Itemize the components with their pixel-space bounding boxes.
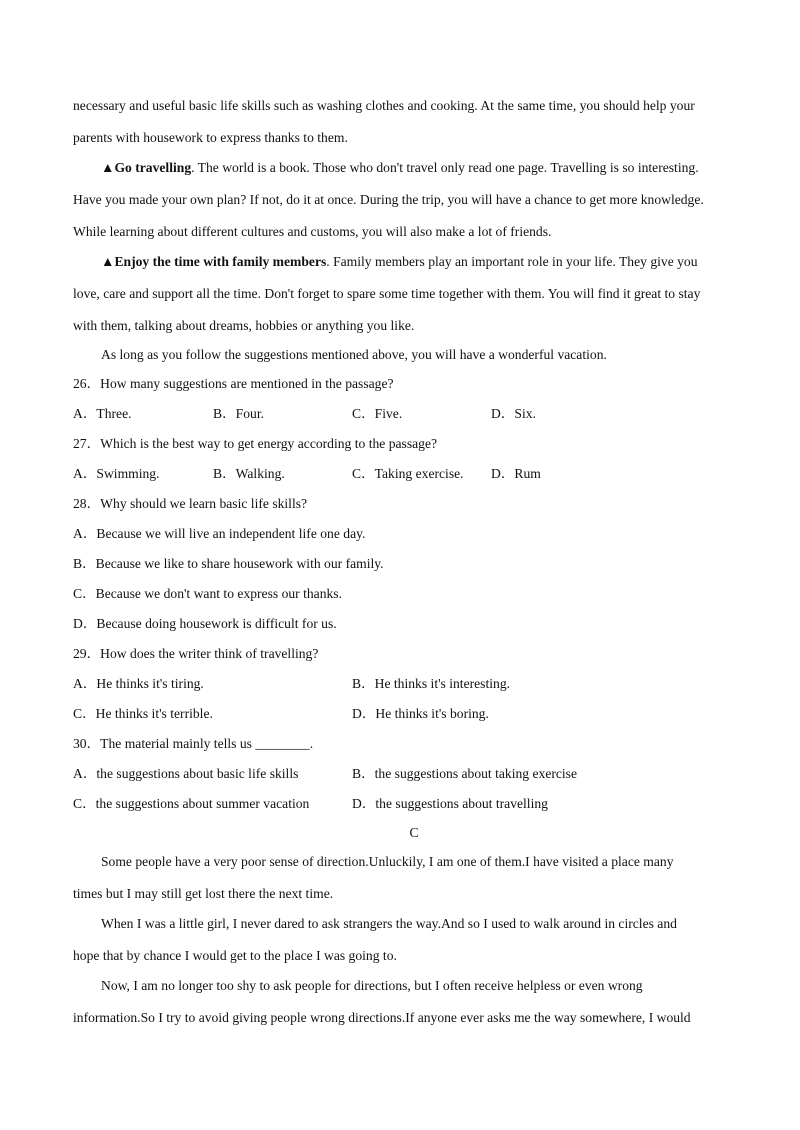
question-29-stem: 29．How does the writer think of travelling? bbox=[73, 646, 319, 661]
passage-c-p1-line2: times but I may still get lost there the next time. bbox=[73, 886, 334, 901]
passage-b-p1-line1: necessary and useful basic life skills such as washing clothes and cooking. At the same time, you should help your bbox=[73, 98, 695, 113]
passage-c-p2-line1: When I was a little girl, I never dared to ask strangers the way.And so I used to walk around in circles and bbox=[101, 916, 677, 931]
question-30-stem: 30．The material mainly tells us ________. bbox=[73, 736, 314, 751]
question-28-stem: 28．Why should we learn basic life skills? bbox=[73, 496, 308, 511]
passage-b-p2-text: . The world is a book. Those who don't travel only read one page. Travelling is so interesting. bbox=[191, 160, 699, 175]
question-30-option-a: A．the suggestions about basic life skills bbox=[73, 766, 299, 781]
triangle-marker: ▲ bbox=[101, 160, 115, 175]
passage-b-p2-line1 bbox=[101, 158, 699, 178]
question-27-stem: 27．Which is the best way to get energy according to the passage? bbox=[73, 436, 438, 451]
passage-b-p3-line2: love, care and support all the time. Don't forget to spare some time together with them. You will find it great to stay bbox=[73, 286, 701, 301]
passage-b-p2-line3: While learning about different cultures and customs, you will also make a lot of friends. bbox=[73, 224, 552, 239]
suggestion-heading-family: Enjoy the time with family members bbox=[114, 254, 327, 269]
question-26-option-b: B．Four. bbox=[213, 406, 264, 421]
question-28-option-b: B．Because we like to share housework with our family. bbox=[73, 556, 384, 571]
section-label-c: C bbox=[409, 825, 419, 840]
question-29-option-b: B．He thinks it's interesting. bbox=[352, 676, 511, 691]
passage-b-p2-line2: Have you made your own plan? If not, do it at once. During the trip, you will have a chance to get more knowledge. bbox=[73, 192, 704, 207]
triangle-marker: ▲ bbox=[101, 254, 115, 269]
question-26-option-c: C．Five. bbox=[352, 406, 403, 421]
question-30-option-b: B．the suggestions about taking exercise bbox=[352, 766, 578, 781]
question-27-option-d: D．Rum bbox=[491, 466, 541, 481]
passage-b-p3-line1 bbox=[101, 252, 698, 272]
passage-c-p1-line1: Some people have a very poor sense of direction.Unluckily, I am one of them.I have visited a place many bbox=[101, 854, 674, 869]
passage-c-p3-line2: information.So I try to avoid giving people wrong directions.If anyone ever asks me the way somewhere, I would bbox=[73, 1010, 691, 1025]
question-30-option-c: C．the suggestions about summer vacation bbox=[73, 796, 310, 811]
question-28-option-c: C．Because we don't want to express our thanks. bbox=[73, 586, 342, 601]
question-30-option-d: D．the suggestions about travelling bbox=[352, 796, 548, 811]
question-29-option-a: A．He thinks it's tiring. bbox=[73, 676, 204, 691]
question-27-option-c: C．Taking exercise. bbox=[352, 466, 464, 481]
passage-b-p1-line2: parents with housework to express thanks to them. bbox=[73, 130, 348, 145]
question-29-option-c: C．He thinks it's terrible. bbox=[73, 706, 213, 721]
passage-b-p4: As long as you follow the suggestions mentioned above, you will have a wonderful vacation. bbox=[101, 347, 607, 362]
suggestion-heading-travelling: Go travelling bbox=[114, 160, 192, 175]
question-27-option-a: A．Swimming. bbox=[73, 466, 160, 481]
question-26-option-a: A．Three. bbox=[73, 406, 132, 421]
question-28-option-a: A．Because we will live an independent life one day. bbox=[73, 526, 366, 541]
question-28-option-d: D．Because doing housework is difficult for us. bbox=[73, 616, 337, 631]
passage-c-p2-line2: hope that by chance I would get to the place I was going to. bbox=[73, 948, 397, 963]
question-29-option-d: D．He thinks it's boring. bbox=[352, 706, 489, 721]
passage-b-p3-line3: with them, talking about dreams, hobbies or anything you like. bbox=[73, 318, 415, 333]
question-26-option-d: D．Six. bbox=[491, 406, 536, 421]
passage-c-p3-line1: Now, I am no longer too shy to ask people for directions, but I often receive helpless or even wrong bbox=[101, 978, 643, 993]
question-26-stem: 26．How many suggestions are mentioned in the passage? bbox=[73, 376, 394, 391]
passage-b-p3-text: . Family members play an important role in your life. They give you bbox=[326, 254, 698, 269]
question-27-option-b: B．Walking. bbox=[213, 466, 285, 481]
